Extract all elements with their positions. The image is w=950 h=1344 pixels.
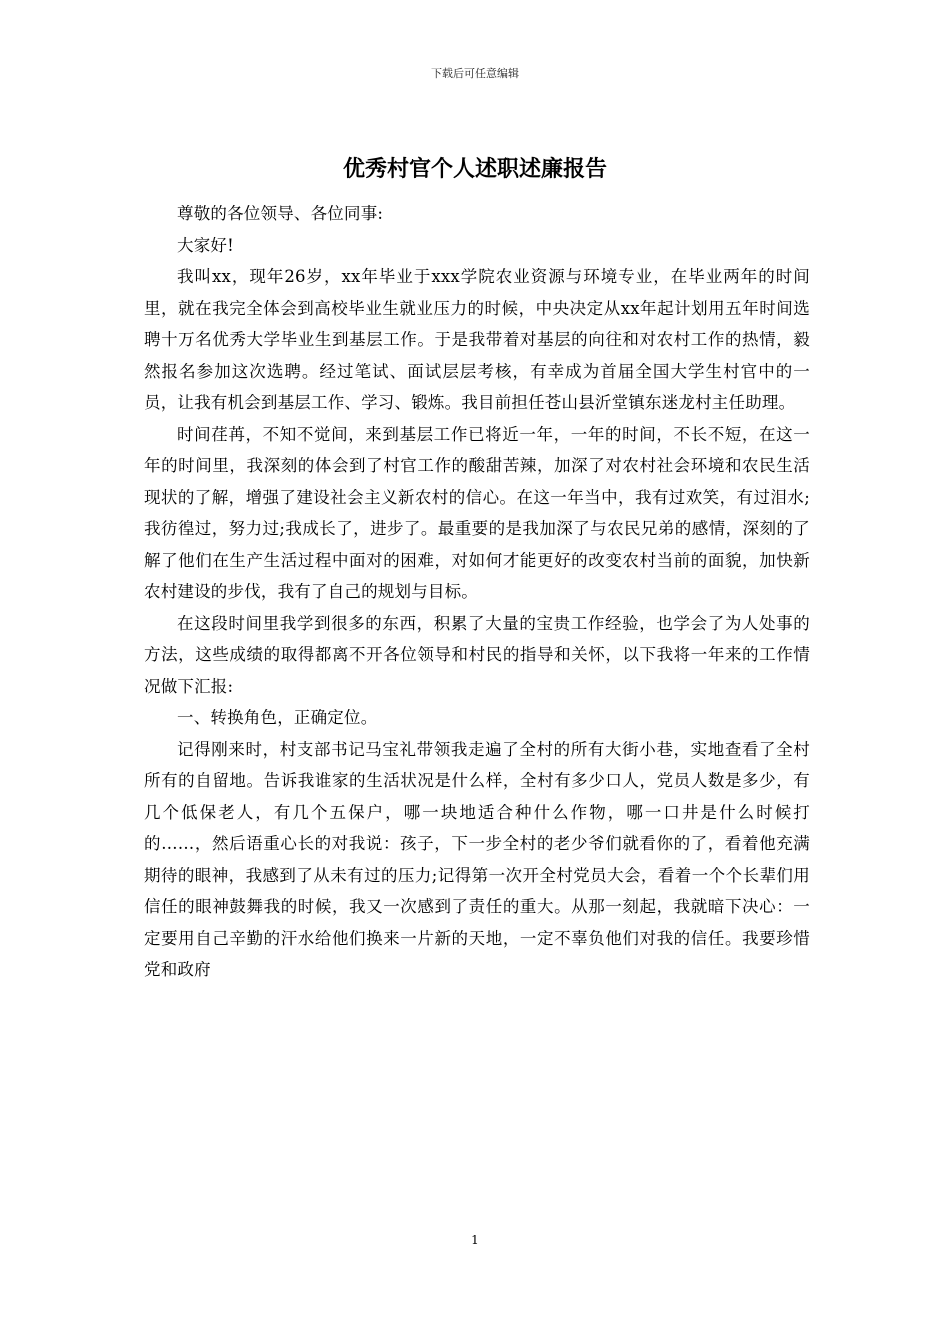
transition-paragraph: 在这段时间里我学到很多的东西，积累了大量的宝贵工作经验，也学会了为人处事的方法，这些成绩的取得都离不开各位领导和村民的指导和关怀，以下我将一年来的工作情况做下汇报: [144, 613, 810, 696]
page-number: 1 [471, 1233, 479, 1247]
page-header: 下载后可任意编辑 [431, 67, 519, 80]
document-title: 优秀村官个人述职述廉报告 [342, 156, 607, 182]
section-heading-1: 一、转换角色，正确定位。 [177, 708, 378, 727]
salutation-paragraph: 尊敬的各位领导、各位同事: [177, 204, 384, 223]
introduction-paragraph: 我叫xx，现年26岁，xx年毕业于xxx学院农业资源与环境专业，在毕业两年的时间里，就在我完全体会到高校毕业生就业压力的时候，中央决定从xx年起计划用五年时间选聘十万名优秀大学毕业生到基层工作。于是我带着对基层的向往和对农村工作的热情，毅然报名参加这次选聘。经过笔试、面试层层考核，有幸成为首届全国大学生村官中的一员，让我有机会到基层工作、学习、锻炼。我目前担任苍山县沂堂镇东迷龙村主任助理。 [144, 267, 810, 412]
reflection-paragraph: 时间荏苒，不知不觉间，来到基层工作已将近一年，一年的时间，不长不短，在这一年的时间里，我深刻的体会到了村官工作的酸甜苦辣，加深了对农村社会环境和农民生活现状的了解，增强了建设社会主义新农村的信心。在这一年当中，我有过欢笑，有过泪水;我彷徨过，努力过;我成长了，进步了。最重要的是我加深了与农民兄弟的感情，深刻的了解了他们在生产生活过程中面对的困难，对如何才能更好的改变农村当前的面貌，加快新农村建设的步伐，我有了自己的规划与目标。 [144, 424, 810, 601]
document-body [144, 198, 810, 986]
greeting-paragraph: 大家好! [177, 235, 234, 255]
section-1-paragraph: 记得刚来时，村支部书记马宝礼带领我走遍了全村的所有大街小巷，实地查看了全村所有的自留地。告诉我谁家的生活状况是什么样，全村有多少口人，党员人数是多少，有几个低保老人，有几个五保户，哪一块地适合种什么作物，哪一口井是什么时候打的……，然后语重心长的对我说：孩子，下一步全村的老少爷们就看你的了，看着他充满期待的眼神，我感到了从未有过的压力;记得第一次开全村党员大会，看着一个个长辈们用信任的眼神鼓舞我的时候，我又一次感到了责任的重大。从那一刻起，我就暗下决心：一定要用自己辛勤的汗水给他们换来一片新的天地，一定不辜负他们对我的信任。我要珍惜党和政府 [144, 739, 810, 979]
